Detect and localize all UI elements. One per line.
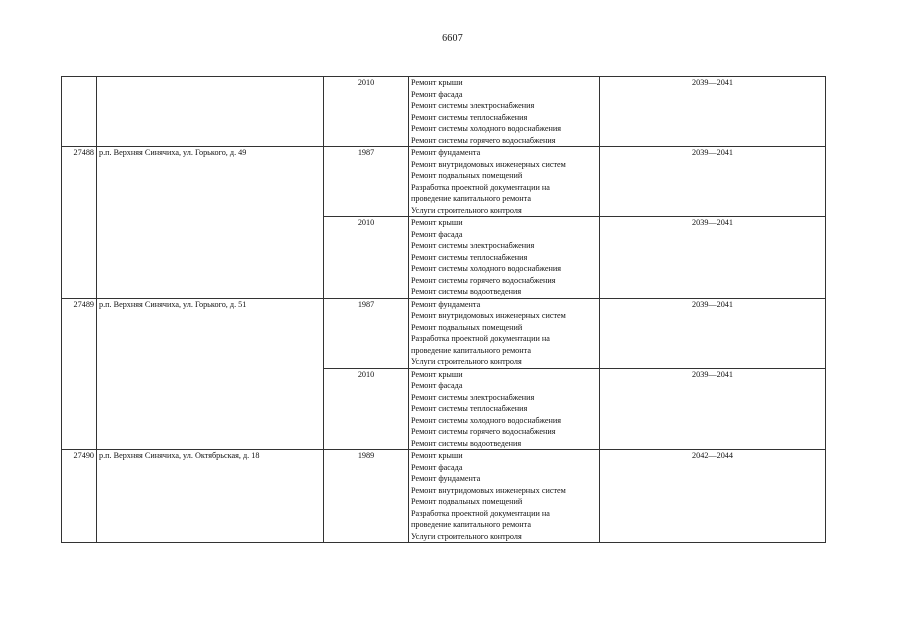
work-item: Ремонт фасада <box>411 381 463 390</box>
work-item: Разработка проектной документации на <box>411 508 550 518</box>
work-item: Ремонт системы электроснабжения <box>411 101 535 110</box>
work-item: Ремонт системы холодного водоснабжения <box>411 264 562 273</box>
building-number-cell <box>62 77 97 147</box>
work-item: Ремонт фундамента <box>411 148 481 157</box>
work-item: Услуги строительного контроля <box>411 531 522 541</box>
year-cell: 1987 <box>324 147 409 217</box>
work-item: Ремонт системы водоотведения <box>411 438 522 448</box>
table-row <box>62 298 826 368</box>
works-list-cell <box>409 368 600 450</box>
year-cell: 1989 <box>324 450 409 543</box>
work-item: Ремонт системы горячего водоснабжения <box>411 135 556 145</box>
repair-period-cell: 2039—2041 <box>600 368 826 450</box>
year-cell: 2010 <box>324 368 409 450</box>
work-item: Разработка проектной документации на <box>411 334 550 343</box>
works-list-cell <box>409 450 600 543</box>
work-item: Ремонт системы холодного водоснабжения <box>411 124 562 133</box>
work-item: Услуги строительного контроля <box>411 205 522 215</box>
work-item: Ремонт системы электроснабжения <box>411 392 535 402</box>
works-list-cell <box>409 217 600 299</box>
work-item: Ремонт крыши <box>411 451 463 460</box>
work-item: Ремонт крыши <box>411 218 463 227</box>
address-cell: р.п. Верхняя Синячиха, ул. Горького, д. 49 <box>97 147 324 299</box>
repair-period-cell: 2039—2041 <box>600 298 826 368</box>
works-list-cell <box>409 147 600 217</box>
building-number-cell: 27489 <box>62 298 97 450</box>
work-item: Ремонт крыши <box>411 369 463 379</box>
address-cell <box>97 77 324 147</box>
work-item: Ремонт системы теплоснабжения <box>411 404 528 413</box>
works-list-cell <box>409 77 600 147</box>
table-row <box>62 450 826 543</box>
year-cell: 2010 <box>324 217 409 299</box>
address-cell: р.п. Верхняя Синячиха, ул. Горького, д. 51 <box>97 298 324 450</box>
work-item: Ремонт системы горячего водоснабжения <box>411 275 556 285</box>
work-item: Ремонт фундамента <box>411 474 481 483</box>
repair-period-cell: 2039—2041 <box>600 77 826 147</box>
year-cell: 1987 <box>324 298 409 368</box>
repair-period-cell: 2039—2041 <box>600 217 826 299</box>
repair-schedule-table <box>61 76 826 543</box>
work-item: Ремонт фасада <box>411 462 463 472</box>
work-item: проведение капитального ремонта <box>411 520 531 529</box>
work-item: Ремонт системы теплоснабжения <box>411 112 528 122</box>
work-item: Разработка проектной документации на <box>411 182 550 192</box>
work-item: Ремонт внутридомовых инженерных систем <box>411 159 566 169</box>
work-item: проведение капитального ремонта <box>411 194 531 203</box>
works-list-cell <box>409 298 600 368</box>
table-row <box>62 77 826 147</box>
work-item: проведение капитального ремонта <box>411 345 531 355</box>
work-item: Ремонт системы теплоснабжения <box>411 252 528 262</box>
work-item: Ремонт подвальных помещений <box>411 497 523 506</box>
table-row <box>62 147 826 217</box>
table-body <box>62 77 826 543</box>
work-item: Ремонт системы водоотведения <box>411 287 522 296</box>
work-item: Ремонт фасада <box>411 89 463 99</box>
work-item: Услуги строительного контроля <box>411 357 522 366</box>
repair-period-cell: 2039—2041 <box>600 147 826 217</box>
work-item: Ремонт подвальных помещений <box>411 322 523 332</box>
work-item: Ремонт крыши <box>411 78 463 87</box>
work-item: Ремонт системы холодного водоснабжения <box>411 415 562 425</box>
page-number: 6607 <box>442 33 463 44</box>
work-item: Ремонт внутридомовых инженерных систем <box>411 485 566 495</box>
repair-period-cell: 2042—2044 <box>600 450 826 543</box>
work-item: Ремонт фасада <box>411 229 463 239</box>
work-item: Ремонт подвальных помещений <box>411 171 523 180</box>
work-item: Ремонт системы горячего водоснабжения <box>411 427 556 436</box>
work-item: Ремонт фундамента <box>411 299 481 309</box>
building-number-cell: 27488 <box>62 147 97 299</box>
work-item: Ремонт системы электроснабжения <box>411 241 535 250</box>
address-cell: р.п. Верхняя Синячиха, ул. Октябрьская, д. 18 <box>97 450 324 543</box>
building-number-cell: 27490 <box>62 450 97 543</box>
work-item: Ремонт внутридомовых инженерных систем <box>411 311 566 320</box>
year-cell: 2010 <box>324 77 409 147</box>
